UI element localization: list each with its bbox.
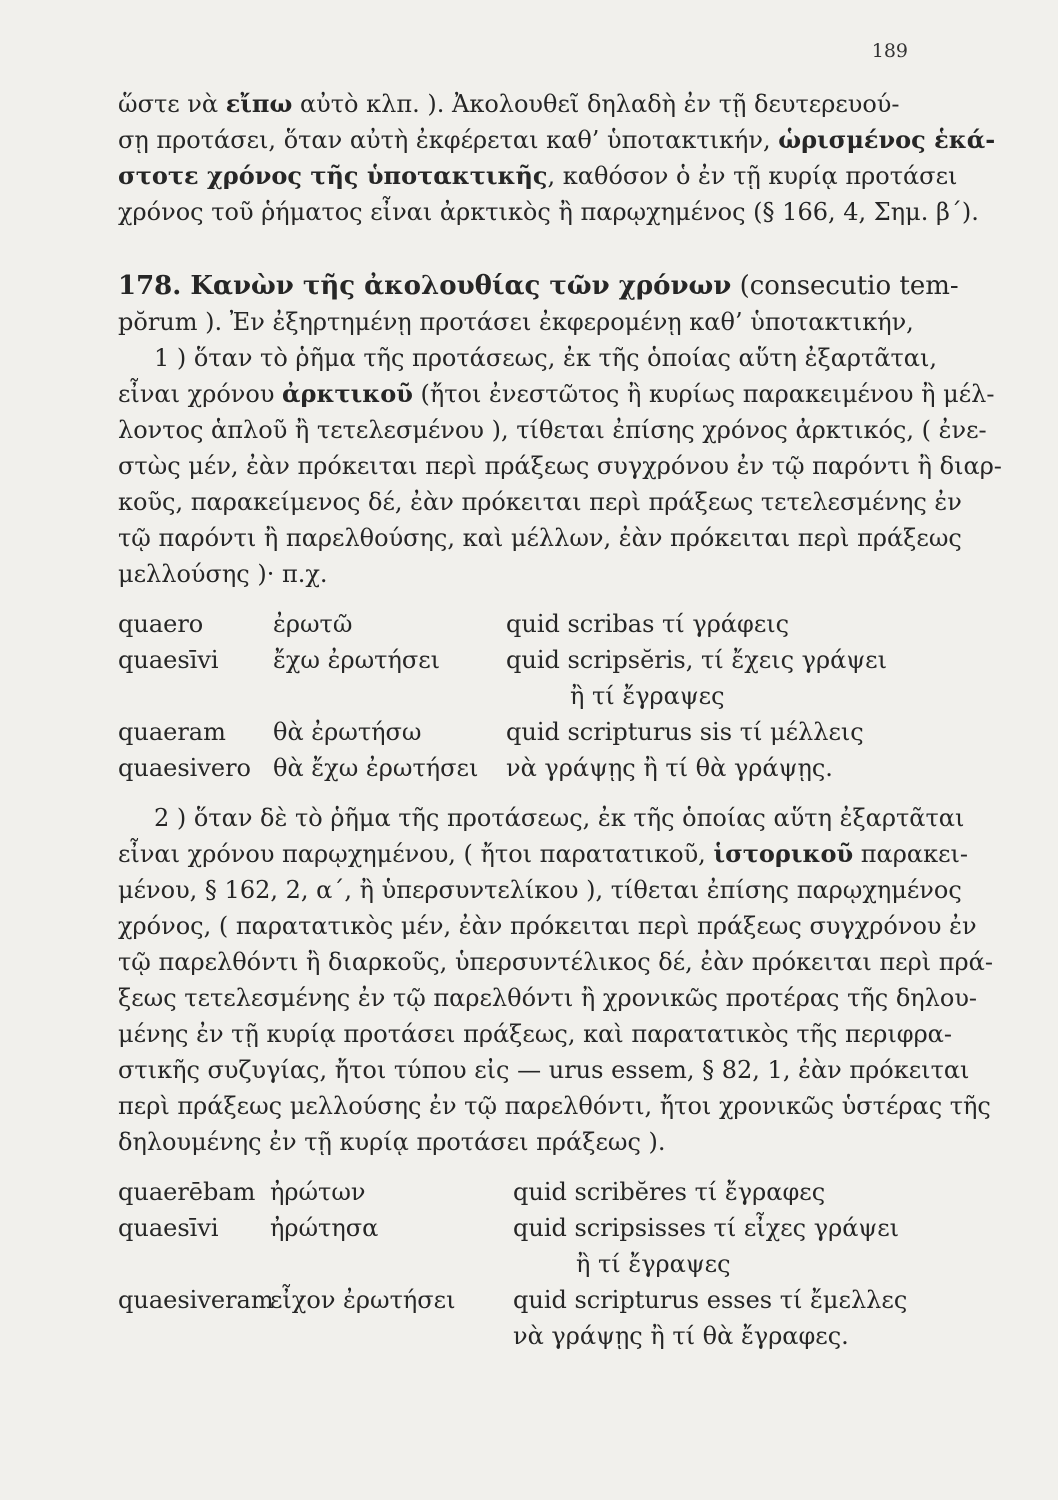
greek-verb: εἶχον ἐρωτήσει bbox=[270, 1286, 456, 1314]
example-row bbox=[118, 714, 908, 750]
latin-clause: quid scripturus esses τί ἔμελλες bbox=[513, 1286, 908, 1314]
greek-clause: ἢ τί ἔγραψες bbox=[570, 682, 725, 710]
latin-verb: quaeram bbox=[118, 718, 226, 746]
example-row bbox=[118, 750, 908, 786]
example-row bbox=[118, 1246, 908, 1282]
text-line: τῷ παρόντι ἢ παρελθούσης, καὶ μέλλων, ἐὰν πρόκειται περὶ πράξεως bbox=[118, 524, 962, 552]
text-line: τῷ παρελθόντι ἢ διαρκοῦς, ὑπερσυντέλικος δέ, ἐὰν πρόκειται περὶ πρά- bbox=[118, 948, 993, 976]
page-number: 189 bbox=[871, 40, 908, 62]
greek-verb: θὰ ἐρωτήσω bbox=[273, 718, 422, 746]
text-line: 2 ) ὅταν δὲ τὸ ῥῆμα τῆς προτάσεως, ἐκ τῆς ὁποίας αὕτη ἐξαρτᾶται bbox=[154, 804, 965, 832]
latin-verb: quaesivero bbox=[118, 754, 252, 782]
latin-verb: quaesiveram bbox=[118, 1286, 274, 1314]
text-line: στοτε χρόνος τῆς ὑποτακτικῆς, καθόσον ὁ ἐν τῇ κυρίᾳ προτάσει bbox=[118, 161, 958, 190]
text-line: χρόνος, ( παρατατικὸς μέν, ἐὰν πρόκειται περὶ πράξεως συγχρόνου ἐν bbox=[118, 912, 977, 940]
text-line: σῃ προτάσει, ὅταν αὐτὴ ἐκφέρεται καθ’ ὑποτακτικήν, ὡρισμένος ἑκά- bbox=[118, 125, 996, 154]
greek-verb: ἠρώτων bbox=[270, 1178, 366, 1206]
text-line: στικῆς συζυγίας, ἤτοι τύπου εἰς — urus essem, § 82, 1, ἐὰν πρόκειται bbox=[118, 1056, 970, 1084]
latin-verb: quaero bbox=[118, 610, 204, 638]
example-row bbox=[118, 1318, 908, 1354]
text-line: κοῦς, παρακείμενος δέ, ἐὰν πρόκειται περὶ πράξεως τετελεσμένης ἐν bbox=[118, 488, 962, 516]
text-line: στὼς μέν, ἐὰν πρόκειται περὶ πράξεως συγχρόνου ἐν τῷ παρόντι ἢ διαρ- bbox=[118, 452, 1002, 480]
text-line: μελλούσης )· π.χ. bbox=[118, 560, 328, 588]
latin-clause: quid scripsisses τί εἶχες γράψει bbox=[513, 1214, 900, 1242]
greek-verb: ἐρωτῶ bbox=[273, 610, 353, 638]
page-body bbox=[118, 86, 1002, 1354]
example-row bbox=[118, 642, 908, 678]
latin-verb: quaesīvi bbox=[118, 646, 219, 674]
example-row bbox=[118, 606, 908, 642]
text-line: λοντος ἁπλοῦ ἢ τετελεσμένου ), τίθεται ἐπίσης χρόνος ἀρκτικός, ( ἐνε- bbox=[118, 416, 987, 444]
text-line: μένου, § 162, 2, α΄, ἢ ὑπερσυντελίκου ), τίθεται ἐπίσης παρῳχημένος bbox=[118, 876, 962, 904]
text-line: περὶ πράξεως μελλούσης ἐν τῷ παρελθόντι, ἤτοι χρονικῶς ὑστέρας τῆς bbox=[118, 1092, 991, 1120]
greek-clause: νὰ γράψῃς ἢ τί θὰ γράψῃς. bbox=[506, 754, 833, 782]
example-row bbox=[118, 1174, 908, 1210]
example-row bbox=[118, 678, 908, 714]
text-line: εἶναι χρόνου παρῳχημένου, ( ἤτοι παρατατικοῦ, ἱστορικοῦ παρακει- bbox=[118, 839, 969, 868]
latin-clause: quid scripturus sis τί μέλλεις bbox=[506, 718, 864, 746]
greek-verb: ἠρώτησα bbox=[270, 1214, 379, 1242]
greek-verb: θὰ ἔχω ἐρωτήσει bbox=[273, 754, 479, 782]
text-line: ξεως τετελεσμένης ἐν τῷ παρελθόντι ἢ χρονικῶς προτέρας τῆς δηλου- bbox=[118, 984, 978, 1012]
example-row bbox=[118, 1210, 908, 1246]
greek-verb: ἔχω ἐρωτήσει bbox=[273, 646, 441, 674]
latin-clause: quid scripsĕris, τί ἔχεις γράψει bbox=[506, 646, 887, 674]
section-heading: 178. Κανὼν τῆς ἀκολουθίας τῶν χρόνων (consecutio tem- bbox=[118, 271, 959, 301]
latin-clause: quid scribĕres τί ἔγραφες bbox=[513, 1178, 826, 1206]
text-line: χρόνος τοῦ ῥήματος εἶναι ἀρκτικὸς ἢ παρῳχημένος (§ 166, 4, Σημ. β΄). bbox=[118, 198, 979, 226]
latin-verb: quaesīvi bbox=[118, 1214, 219, 1242]
text-line: δηλουμένης ἐν τῇ κυρίᾳ προτάσει πράξεως ). bbox=[118, 1128, 666, 1156]
text-line: εἶναι χρόνου ἀρκτικοῦ (ἤτοι ἐνεστῶτος ἢ κυρίως παρακειμένου ἢ μέλ- bbox=[118, 379, 995, 408]
latin-verb: quaerēbam bbox=[118, 1178, 256, 1206]
text-line: ὥστε νὰ εἴπω αὐτὸ κλπ. ). Ἀκολουθεῖ δηλαδὴ ἐν τῇ δευτερευού- bbox=[118, 89, 900, 118]
text-line: pŏrum ). Ἐν ἐξηρτημένῃ προτάσει ἐκφερομένῃ καθ’ ὑποτακτικήν, bbox=[118, 308, 914, 336]
greek-clause: ἢ τί ἔγραψες bbox=[576, 1250, 731, 1278]
greek-clause: νὰ γράψῃς ἢ τί θὰ ἔγραφες. bbox=[513, 1322, 849, 1350]
text-line: 1 ) ὅταν τὸ ῥῆμα τῆς προτάσεως, ἐκ τῆς ὁποίας αὕτη ἐξαρτᾶται, bbox=[154, 344, 938, 372]
example-row bbox=[118, 1282, 908, 1318]
text-line: μένης ἐν τῇ κυρίᾳ προτάσει πράξεως, καὶ παρατατικὸς τῆς περιφρα- bbox=[118, 1020, 952, 1048]
latin-clause: quid scribas τί γράφεις bbox=[506, 610, 790, 638]
